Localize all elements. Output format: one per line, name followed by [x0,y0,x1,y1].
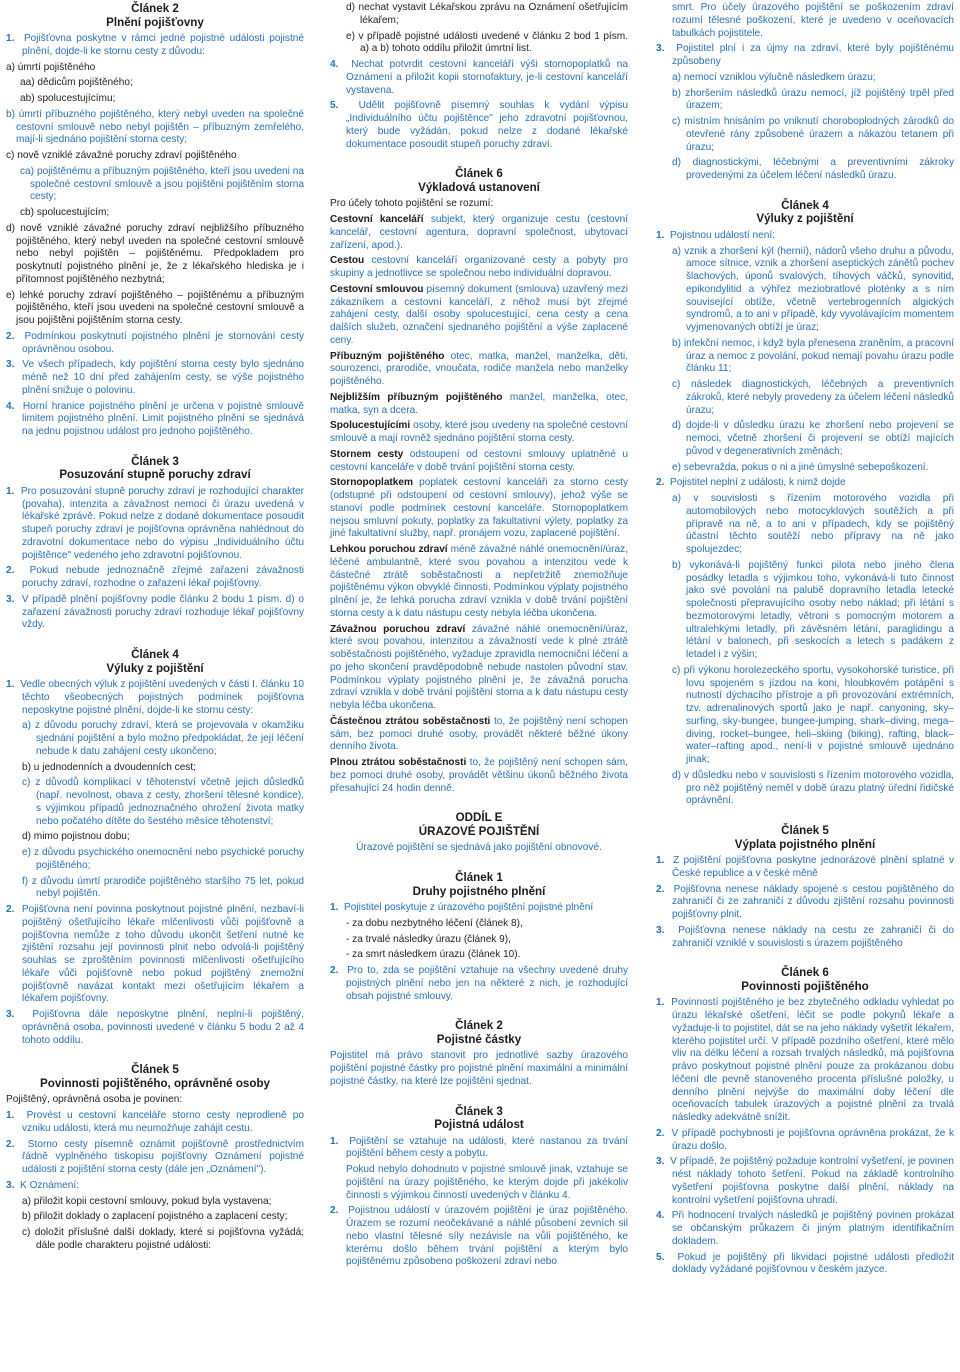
list-item: c) při výkonu horolezeckého sportu, vysokohorské turistice, při lovu spojeném s jízdou na koni, hloubkovém potápění s nutností dýchacího přístroje a při provozování extrémních, tzv. adrenalinových sportů jako je např. canyoning, sky–surfing, sky-bungee, bungee-jumping, shark–diving, mega–diving, rocket–bungee, heli–skiing (biking), rafting, black– water–rafting apod., není-li v pojistné smlouvě ujednáno jinak; [672,664,954,765]
definition: Závažnou poruchou zdraví závažné náhlé onemocnění/úraz, které svou povahou, intenzitou a závažností vede k plné ztrátě soběstačnosti pojištěného, vyžaduje zpravidla nemocniční léčení a po jeho skončení pravděpodobně nebude nastolen původní stav. Podmínkou výplaty pojistného plnění je, že závažná porucha zdraví vznikla v době trvání pojištění storna a k datu nástupu cesty nebyla léčba ukončena. [330,623,628,711]
article-number: Článek 6 [455,167,503,181]
list-item: f) z důvodu úmrtí prarodiče pojištěného staršího 75 let, pokud nebyl pojištěn. [22,875,304,900]
list-item: c) následek diagnostických, léčebných a preventivních zákroků, které nebyly provedeny za účelem léčení následků úrazu; [672,379,954,416]
article-heading [656,966,954,993]
article-title: Povinnosti pojištěného [741,979,869,993]
clause: 5. Pokud je pojištěný při likvidaci pojistné události předložit doklady vyžádané pojišťovnou v českém jazyce. [656,1251,955,1276]
article-number: Článek 4 [131,648,179,661]
clause: 4. Při hodnocení trvalých následků je pojištěný povinen prokázat se občanským průkazem či jiným platným identifikačním dokladem. [656,1210,955,1247]
list-item: a) z důvodu poruchy zdraví, která se projevovala v okamžiku sjednání pojištění a bylo možno předpokládat, že její léčení nebude k datu zahájení cesty ukončeno; [22,720,304,757]
article-number: Článek 6 [781,966,829,980]
list-item: e) lehké poruchy zdraví pojištěného – pojištěnému a příbuzným pojištěného, kteří jsou uvedeni na společné cestovní smlouvě a jsou pojištěni pojištěním storna cesty. [6,289,304,326]
list-item: c) nově vzniklé závažné poruchy zdraví pojištěného [6,150,237,161]
list-item: d) dojde-li v důsledku úrazu ke zhoršení nebo projevení se nemoci, včetně zhoršení či projevení se obtíží majících původ v degenerativních změnách; [672,420,954,457]
article-3 [6,455,304,632]
clause: 1. Pojistitel poskytuje z úrazového pojištění pojistné plnění [330,902,594,913]
article-heading [330,1019,628,1046]
list-item: c) z důvodů komplikací v těhotenství včetně jejich důsledků (např. nevolnost, obava z cesty, zhoršení tělesné kondice), s výjimkou případů jednoznačného ohrožení života matky nebo počatého dítěte do šestého měsíce těhotenství; [22,777,304,827]
article-5-continued [330,2,628,151]
definition: Lehkou poruchou zdraví méně závažné náhlé onemocnění/úraz, léčené ambulantně, které svou povahou a intenzitou vede k částečné ztrátě soběstačnosti a nepřetržitě znemožňuje pojištěnému výkon obvyklé činnosti. Podmínkou výplaty pojistného plnění je, že lehká porucha zdraví vznikla v době trvání pojištění storna cesty a k datu nástupu cesty nebyla léčba ukončena. [330,544,628,619]
article-title: Výluky z pojištění [756,212,854,226]
column-middle [330,2,628,1272]
article-heading [6,2,304,29]
definition: Spolucestujícími osoby, které jsou uvedeny na společné cestovní smlouvě a mají rovněž sjednáno pojištění storna cesty. [330,420,628,444]
definition: Částečnou ztrátou soběstačnosti to, že pojištěný není schopen sám, bez pomoci druhé osoby, provádět některé běžné úkony denního života. [330,715,628,753]
clause: 3. K Oznámení: [6,1179,79,1191]
list-item: b) přiložit doklady o zaplacení pojistného a zaplacení cesty; [22,1211,288,1223]
clause: 1. Pojišťovna poskytne v rámci jedné pojistné události pojistné plnění, dojde-li ke stornu cesty z důvodu: [6,33,304,57]
clause: 3. Pojišťovna dále neposkytne plnění, neplní-li pojištěný, oprávněná osoba, povinnosti uvedené v článku 5 bodu 2 až 4 tohoto oddílu. [6,1009,304,1046]
intro-text: Pro účely tohoto pojištění se rozumí: [330,198,494,210]
list-item: b) úmrtí příbuzného pojištěného, který nebyl uveden na společné cestovní smlouvě nebo nebyl pojištěn – příbuzným zemřelého, mají-li sjednáno pojištění storna cesty; [6,108,304,146]
article-number: Článek 2 [131,2,179,15]
definition: Stornem cesty odstoupení od cestovní smlouvy uplatněné u cestovní kanceláře v době trvání pojištění storna cesty. [330,448,629,473]
clause: 4. Horní hranice pojistného plnění je určena v pojistné smlouvě limitem pojistného plnění. Limit pojistného plnění se sjednává na jednu pojistnou událost pro jednoho pojištěného. [6,400,304,437]
intro-text: Pojištěný, oprávněná osoba je povinen: [6,1094,183,1106]
section-heading [330,811,628,838]
article-title: Pojistné částky [436,1032,522,1046]
definition: Stornopoplatkem poplatek cestovní kanceláři za storno cesty (odstupné při odstoupení od cestovní smlouvy), jehož výše se stanoví podle podmínek cestovní kanceláře. Stornopoplatkem nejsou smluvní pokuty, poplatky za fakultativní výlety, poplatky za jiné fakultativní služby, např. pronájem vozu, zaplacené pojištění. [330,477,628,540]
definition: Příbuzným pojištěného otec, matka, manžel, manželka, děti, sourozenci, prarodiče, vnoučata, rodiče manžela nebo manželky pojištěného. [330,350,628,387]
list-item: e) sebevražda, pokus o ni a jiné úmyslné sebepoškození. [672,461,929,473]
clause: 3. Pojišťovna nenese náklady na cestu ze zahraničí či do zahraničí vzniklé v souvislosti s úrazem pojištěného [656,924,954,949]
e-article-5 [656,824,954,950]
article-number: Článek 5 [781,824,829,837]
article-heading [6,455,304,482]
e-article-6 [656,966,954,1277]
e-article-3 [330,1105,628,1270]
list-item: e) v případě pojistné události uvedené v článku 2 bod 1 písm. a) a b) tohoto oddílu přiložit úmrtní list. [346,30,628,55]
clause: 1. Z pojištění pojišťovna poskytne jednorázové plnění splatné v České republice a v české měně [656,855,954,879]
clause: 5. Udělit pojišťovně písemný souhlas k vydání výpisu „Individuálního účtu pojištěnce" jeho zdravotní pojišťovnou, který bude vyžádán, pokud nelze z dodané lékařské dokumentace posoudit stupeň poruchy zdraví. [330,100,628,150]
list-item: b) zhoršením následků úrazu nemocí, jíž pojištěný trpěl před úrazem; [672,87,954,112]
paragraph: Pojistitel má právo stanovit pro jednotlivé sazby úrazového pojištění pojistné částky pro pojistné plnění maximální a minimální pojistné částky, na které lze pojištění sjednat. [330,1050,628,1087]
e-article-4 [656,199,954,808]
article-title: Výplata pojistného plnění [734,837,876,851]
article-title: Plnění pojišťovny [106,15,204,29]
article-number: Článek 3 [455,1104,503,1118]
clause: 1. Pro posuzování stupně poruchy zdraví je rozhodující charakter (povaha), intenzita a závažnost nemoci či úrazu uvedená v lékařské zprávě. Pokud nelze z dodané dokumentace posoudit stupeň poruchy zdraví je pojišťovna oprávněna nahlédnout do zdravotní dokumentace nebo do výpisu „Individuálního účtu pojištěnce" vedeného jeho zdravotní pojišťovnou. [6,485,304,561]
paragraph: Pokud nebylo dohodnuto v pojistné smlouvě jinak, vztahuje se pojištění na úrazy pojištěného, ke kterým dojde při jakékoliv činnosti s výjimkou činností uvedených v článku 4. [346,1164,628,1201]
list-item: d) mimo pojistnou dobu; [22,831,130,843]
article-heading [330,167,628,194]
article-title: Výluky z pojištění [106,661,204,675]
list-item: d) v důsledku nebo v souvislosti s řízením motorového vozidla, pro něž pojištěný neměl v době úrazu platný úřední řidičské oprávnění. [672,769,954,807]
article-title: Posuzování stupně poruchy zdraví [59,468,251,482]
article-title: Výkladová ustanovení [418,180,540,194]
article-title: Povinnosti pojištěného, oprávněné osoby [40,1076,270,1090]
list-item: e) z důvodu psychického onemocnění nebo psychické poruchy pojištěného; [22,847,304,871]
article-heading [656,824,954,851]
list-item: a) vznik a zhoršení kýl (hernií), nádorů všeho druhu a původu, amoce sítnice, vznik a zhoršení aseptických zánětů pochev šlachových, úponů svalových, tíhových váčků, synovitid, epikondylitid a výhřez meziobratlové ploténky a s ním související obtíže, včetně vertebrogenních algických syndromů, a to ani v případě, kdy vyvolávajícím momentem vyjmenovaných obtíží je úraz; [672,245,954,333]
definition: Nejbližším příbuzným pojištěného manžel, manželka, otec, matka, syn a dcera. [330,391,628,416]
list-item: b) u jednodenních a dvoudenních cest; [22,761,196,773]
clause: 2. V případě pochybnosti je pojišťovna oprávněna prokázat, že k úrazu došlo. [656,1127,954,1152]
clause: 1. Pojistnou událostí není: [656,229,775,241]
article-heading [6,1063,304,1090]
clause: 1. Povinností pojištěného je bez zbytečného odkladu vyhledat po úrazu lékařské ošetření, léčit se podle pokynů lékaře a vyžaduje-li to pojistitel, dát se na jeho náklady vyšetřit lékařem, kterého pojistitel určí. V případě pozdního ošetření, které mělo vliv na délku léčení a rozsah trvalých následků, má pojišťovna právo poskytnout pojistné plnění pouze za prokázanou dobu léčení dle pevně stanoveného procenta příslušné položky, u denního plnění nejvýše do maximální doby léčení dle oceňovacích tabulek úrazových a pojistné plnění za trvalá následky adekvátně snížit. [656,997,954,1123]
list-item: b) vykonává-li pojištěný funkci pilota nebo jiného člena posádky letadla s výjimkou toho, vykonává-li tuto činnost jako své povolání na palubě dopravního letadla letecké společnosti přepravujícího osoby nebo náklad; při létání s bezmotorovými letadly, větroni s pomocným motorem a ultralehkými letadly, při závěsném létání, paraglidingu a létání v balonech, při seskocích a letech s padákem z letadel i z výšin; [672,559,954,660]
clause: 2. Podmínkou poskytnutí pojistného plnění je stornování cesty oprávněnou osobou. [6,330,304,355]
list-item: b) infekční nemoc, i když byla přenesena zraněním, a pracovní úraz a nemoc z povolání, pokud nemají povahu úrazu podle článku 11; [672,337,954,375]
list-item: ab) spolucestujícímu; [20,93,116,104]
list-item: c) doložit příslušné další doklady, které si pojišťovna vyžádá; dále podle charakteru pojistné události: [22,1227,304,1251]
e-article-3-continued [656,2,954,183]
article-heading [330,1105,628,1132]
article-heading [656,199,954,226]
list-item: aa) dědicům pojištěného; [20,77,133,89]
intro-text: Úrazové pojištění se sjednává jako pojištění obnovové. [356,842,602,854]
clause: 4. Nechat potvrdit cestovní kanceláří výši stornopoplatků na Oznámení a přiložit kopii stornofaktury, je-li cestovní kanceláří vystavena. [330,59,628,96]
e-article-2 [330,1019,628,1088]
clause: 2. Pro to, zda se pojištění vztahuje na všechny uvedené druhy pojistných plnění nebo jen na některé z nich, je rozhodující obsah pojistné smlouvy. [330,965,628,1002]
article-4 [6,648,304,1047]
definition: Cestou cestovní kanceláří organizované cesty a pobyty pro skupiny a jednotlivce se společnou nebo individuální dopravou. [330,255,628,279]
list-item: - za smrt následkem úrazu (článek 10). [346,949,521,961]
column-right [656,2,954,1280]
definition: Cestovní smlouvou písemný dokument (smlouva) uzavřený mezi zákazníkem a cestovní kanceláří, z něhož musí být zřejmé zahájení cesty, další osoby spolucestující, cena cesty a cena dalších služeb, označení sjednaného pojištění a výše zaplacené ceny. [330,283,628,346]
clause: 1. Provést u cestovní kanceláře storno cesty neprodleně po vzniku události, která mu neumožňuje zahájit cestu. [6,1110,304,1134]
clause: 3. V případě plnění pojišťovny podle článku 2 bodu 1 písm. d) o zařazení závažnosti poruchy zdraví rozhoduje lékař pojišťovny vždy. [6,593,304,631]
list-item: a) v souvislosti s řízením motorového vozidla při automobilových nebo motocyklových soutěžích a při přípravě na ně, a to ani v případech, kdy se pojištěný účastní těchto soutěží nebo přípravy na ně jako spolujezdec; [672,493,954,555]
list-item: a) přiložit kopii cestovní smlouvy, pokud byla vystavena; [22,1195,272,1207]
article-number: Článek 4 [781,198,829,212]
clause: 3. Ve všech případech, kdy pojištění storna cesty bylo sjednáno méně než 10 dní před zahájením cesty, se výše pojistného plnění snižuje o polovinu. [6,359,304,396]
clause: 2. Pojistnou událostí v úrazovém pojištění je úraz pojištěného. Úrazem se rozumí neočekávané a náhlé působení zevních sil nebo vlastní tělesné síly nezávisle na vůli pojištěného, ke kterému došlo během trvání pojištění a kterým bylo pojištěnému způsobeno poškození zdraví nebo [330,1205,628,1268]
article-title: Druhy pojistného plnění [412,884,546,898]
section-number: ODDÍL E [455,811,503,825]
list-item: a) nemocí vzniklou výlučně následkem úrazu; [672,71,876,83]
definition: Cestovní kanceláří subjekt, který organizuje cestu (cestovní kancelář, cestovní agentura, dopravní společnost, ubytovací zařízení, apod.). [330,214,629,251]
list-item: d) nechat vystavit Lékařskou zprávu na Oznámení ošetřujícím lékařem; [346,2,628,26]
list-item: d) diagnostickými, léčebnými a preventivními zákroky provedenými za účelem léčení následků úrazu. [672,157,954,181]
e-article-1 [330,871,628,1003]
clause: 3. V případě, že pojištěný požaduje kontrolní vyšetření, je povinen nést náklady tohoto šetření. Pokud na základě kontrolního vyšetření pojišťovna poskytne další plnění, náklady na kontrolní vyšetření pojišťovna uhradí. [656,1156,955,1206]
clause: 2. Pokud nebude jednoznačně zřejmé zařazení závažnosti poruchy zdraví, rozhodne o zařazení lékař pojišťovny. [6,565,304,589]
article-number: Článek 3 [131,454,179,468]
list-item: cb) spolucestujícím; [20,207,110,218]
article-5 [6,1063,304,1252]
list-item: d) nově vzniklé závažné poruchy zdraví nejbližšího příbuzného pojištěného, který nebyl uveden na společné cestovní smlouvě nebo nebyl pojištěn – pojištěnému. Předpokladem pro poskytnutí pojistného plnění je, že z lékařského hlediska je i přítomnost pojištěného nezbytná; [6,222,304,285]
section-title: ÚRAZOVÉ POJIŠTĚNÍ [418,824,540,838]
clause: 3. Pojistitel plní i za újmy na zdraví, které byly pojištěnému způsobeny [656,43,954,67]
clause: 2. Pojistitel neplní z události, k nimž dojde [656,477,846,489]
definition: Plnou ztrátou soběstačnosti to, že pojištěný není schopen sám, bez pomoci druhé osoby, provádět většinu úkonů běžného života přesahující 24 hodin denně. [330,757,628,794]
section-e [330,811,628,855]
article-6 [330,167,628,795]
list-item: c) místním hnisáním po vniknutí choroboplodných zárodků do otevřené rány způsobené úrazem a nákazou tetanem při úrazu; [672,116,954,153]
article-2 [6,2,304,439]
article-title: Pojistná událost [434,1118,524,1131]
list-item: ca) pojištěnému a příbuzným pojištěného, kteří jsou uvedeni na společné cestovní smlouvě a jsou pojištěni pojištěním storna cesty; [20,165,304,203]
paragraph: smrt. Pro účely úrazového pojištění se poškozením zdraví rozumí tělesné poškození, které je uvedeno v oceňovacích tabulkách pojistitele. [672,2,954,39]
article-number: Článek 1 [455,871,503,884]
list-item: a) úmrtí pojištěného [6,61,96,73]
clause: 2. Storno cesty písemně oznámit pojišťovně prostřednictvím řádně vyplněného tiskopisu pojišťovny Oznámení pojistné události z pojištění storna cesty (dále jen „Oznámení"). [6,1138,304,1175]
article-number: Článek 5 [131,1063,179,1077]
list-item: - za dobu nezbytného léčení (článek 8), [346,917,523,929]
list-item: - za trvalé následky úrazu (článek 9), [346,933,511,945]
clause: 2. Pojišťovna nenese náklady spojené s cestou pojištěného do zahraničí či ze zahraničí z důvodu zjištění rozsahu povinnosti pojišťovny plnit. [656,883,955,920]
column-left [6,2,304,1256]
clause: 2. Pojišťovna není povinna poskytnout pojistné plnění, nezbaví-li pojištěný ošetřujícího lékaře mlčenlivosti vůči pojišťovně a pojišťovna nemůže z toho důvodu ukončit šetření nutné ke zjištění rozsahu její povinnosti plnit nebo odvolá-li pojištěný souhlas se zproštěním povinnosti mlčenlivosti ošetřujícího lékaře vůči pojišťovně nebo pokud pojištěný znemožní pojišťovně navázat kontakt mezi ošetřujícím lékařem a lékařem pojišťovny. [6,904,305,1005]
clause: 1. Pojištění se vztahuje na události, které nastanou za trvání pojištění během cesty a pobytu. [330,1135,628,1160]
article-heading [6,648,304,675]
clause: 1. Vedle obecných výluk z pojištění uvedených v části I. článku 10 těchto všeobecných pojistných podmínek pojišťovna neposkytne pojistné plnění, dojde-li ke stornu cesty: [6,679,304,716]
article-heading [330,871,628,898]
article-number: Článek 2 [455,1019,503,1033]
